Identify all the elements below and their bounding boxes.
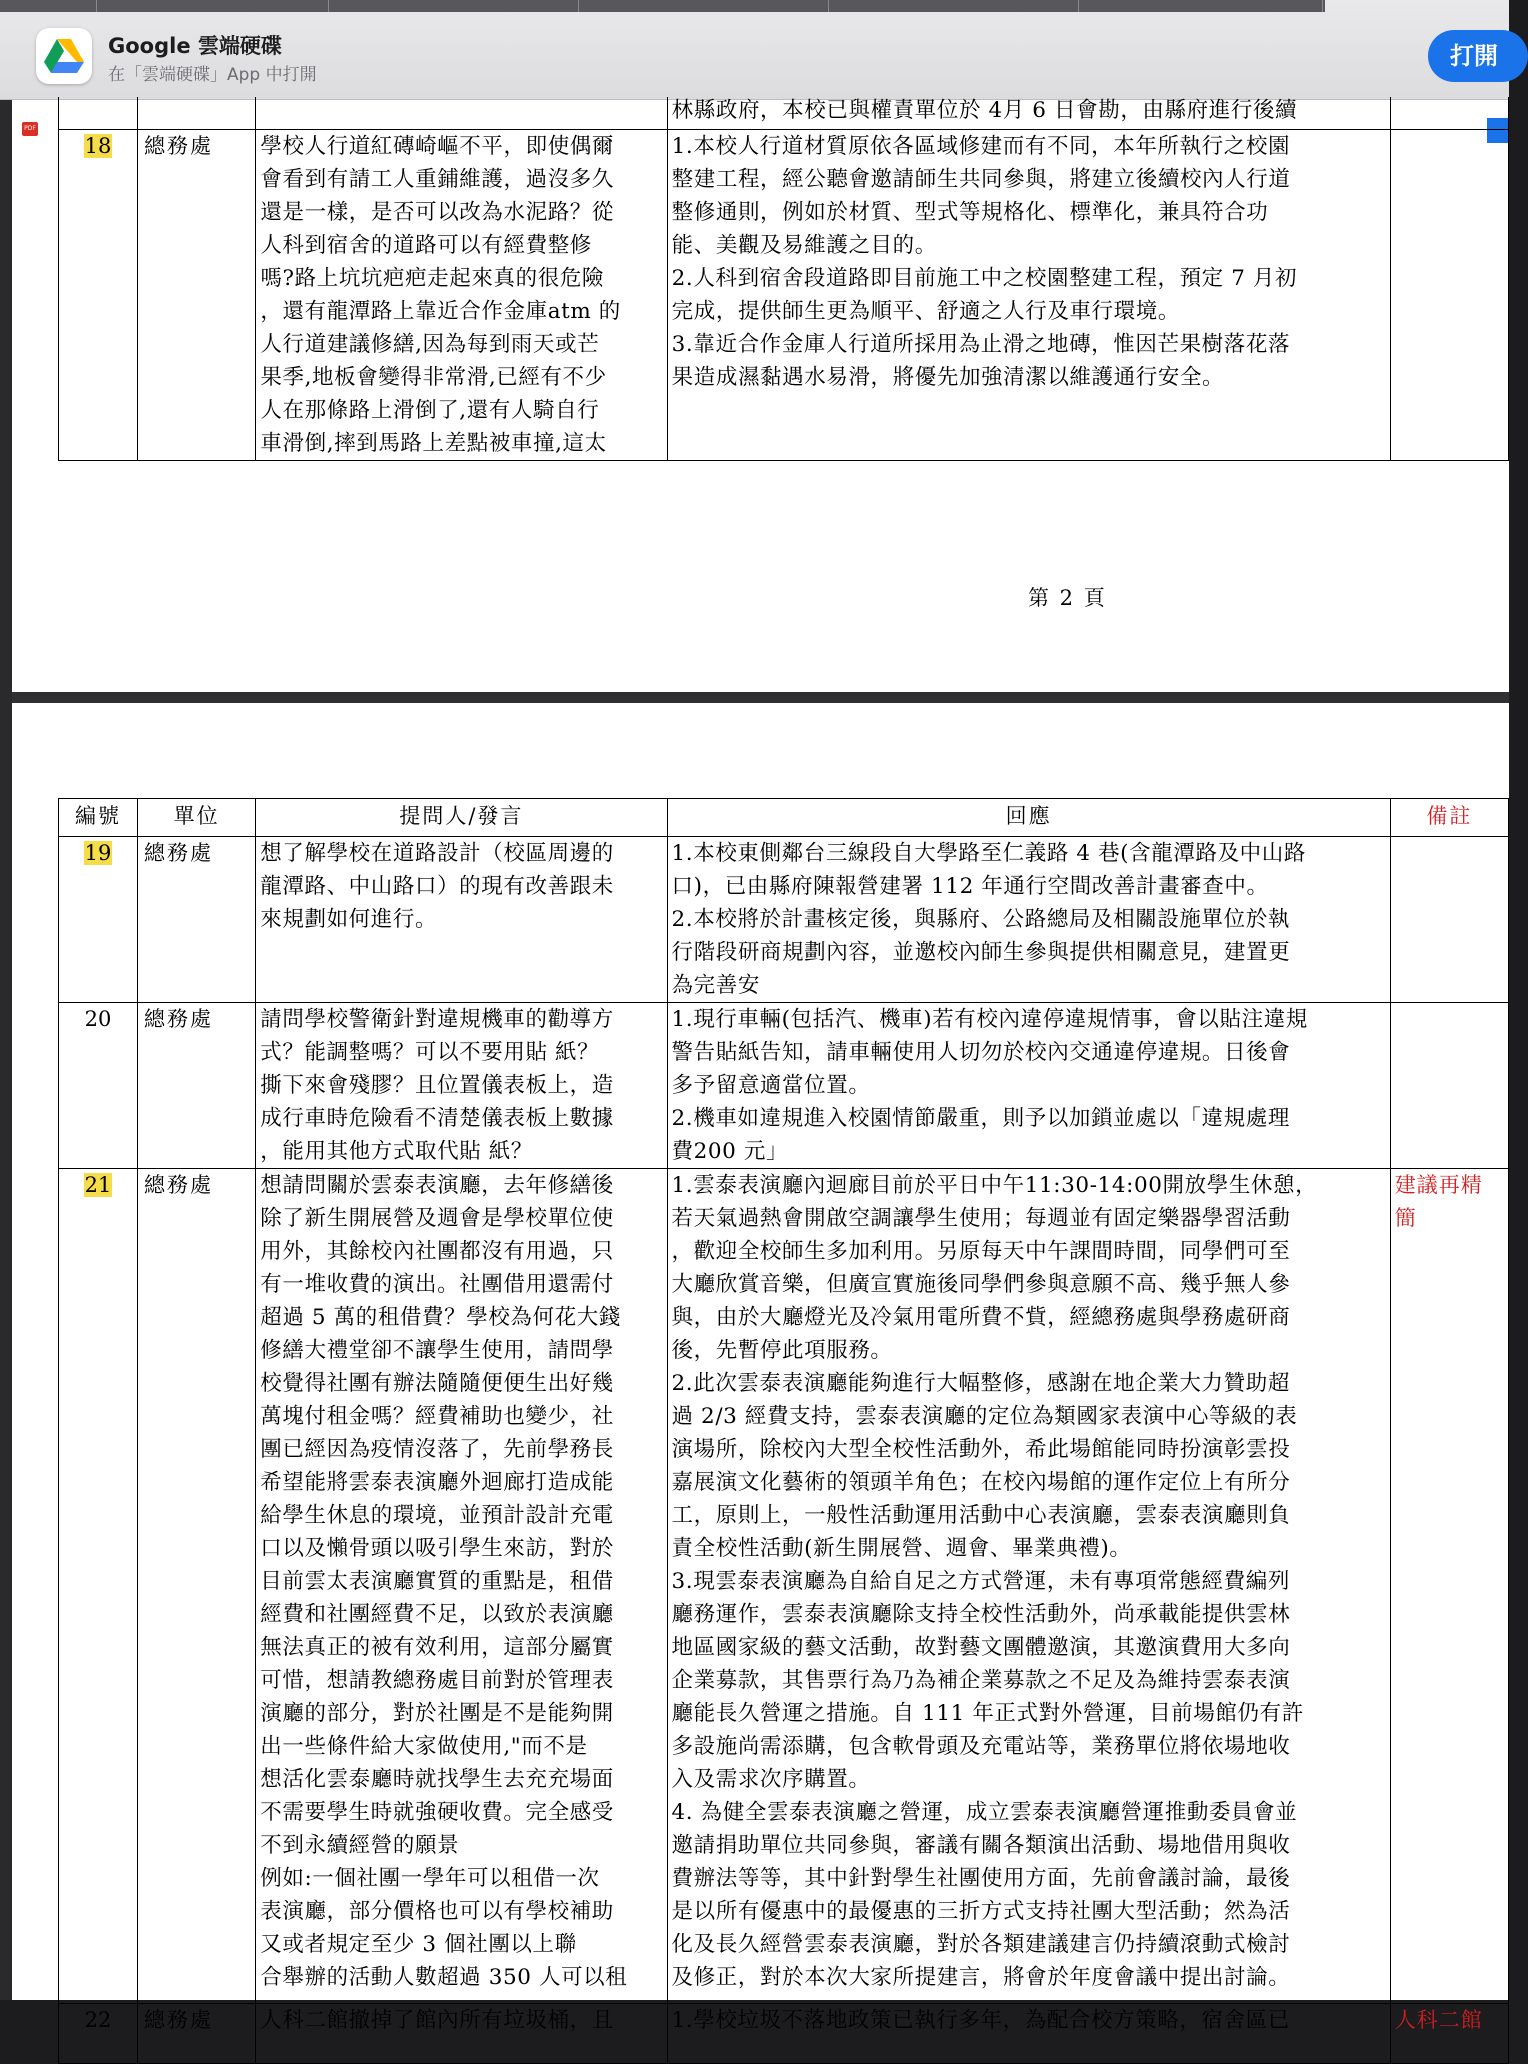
response-table	[58, 798, 1509, 2064]
row-note	[1390, 1003, 1508, 1169]
app-subtitle: 在「雲端硬碟」App 中打開	[108, 65, 317, 85]
row-unit: 總務處	[138, 2004, 256, 2064]
carried-over-text: 林縣政府，本校已與權責單位於 4月 6 日會勘，由縣府進行後續	[667, 97, 1390, 129]
row-question: 人科二館撤掉了館內所有垃圾桶，且	[256, 2004, 667, 2064]
table-row	[59, 129, 1509, 460]
row-note: 人科二館	[1390, 2004, 1508, 2064]
table-header-row	[59, 799, 1509, 837]
header-answer: 回應	[667, 799, 1390, 837]
app-open-banner	[0, 0, 1509, 100]
table-row	[59, 1003, 1509, 1169]
table-row	[59, 837, 1509, 1003]
table-row	[59, 2004, 1509, 2064]
app-title: Google 雲端硬碟	[108, 34, 282, 58]
header-number: 編號	[59, 799, 138, 837]
document-page-previous	[12, 100, 1509, 692]
row-answer: 1.學校垃圾不落地政策已執行多年，為配合校方策略，宿舍區已	[667, 2004, 1390, 2064]
row-answer: 1.雲泰表演廳內迴廊目前於平日中午11:30-14:00開放學生休憩， 若天氣過熱會開啟空調讓學生使用；每週並有固定樂器學習活動 ，歡迎全校師生多加利用。另原每天中午課間時間，同學們可至 大廳欣賞音樂，但廣宣實施後同學們參與意願不高、幾乎無人參 與，由於大廳燈光及冷氣用電所費不貲，經總務處與學務處研商 後，先暫停此項服務。 2.此次雲泰表演廳能夠進行大幅整修，感謝在地企業大力贊助超 過 2/3 經費支持，雲泰表演廳的定位為類國家表演中心等級的表 演場所，除校內大型全校性活動外，希此場館能同時扮演彰雲投 嘉展演文化藝術的領頭羊角色；在校內場館的運作定位上有所分 工，原則上，一般性活動運用活動中心表演廳，雲泰表演廳則負 責全校性活動(新生開展營、週會、畢業典禮)。 3.現雲泰表演廳為自給自足之方式營運，未有專項常態經費編列 廳務運作，雲泰表演廳除支持全校性活動外，尚承載能提供雲林 地區國家級的藝文活動，故對藝文團體邀演，其邀演費用大多向 企業募款，其售票行為乃為補企業募款之不足及為維持雲泰表演 廳能長久營運之措施。自 111 年正式對外營運，目前場館仍有許 多設施尚需添購，包含軟骨頭及充電站等，業務單位將依場地收 入及需求次序購置。 4. 為健全雲泰表演廳之營運，成立雲泰表演廳營運推動委員會並 邀請捐助單位共同參與，審議有關各類演出活動、場地借用與收 費辦法等等，其中針對學生社團使用方面，先前會議討論，最後 是以所有優惠中的最優惠的三折方式支持社團大型活動；然為活 化及長久經營雲泰表演廳，對於各類建議建言仍持續滾動式檢討 及修正，對於本次大家所提建言，將會於年度會議中提出討論。	[667, 1169, 1390, 2004]
row-number: 22	[59, 2004, 138, 2064]
header-question: 提問人/發言	[256, 799, 667, 837]
google-drive-icon[interactable]	[36, 28, 92, 84]
row-question: 請問學校警衛針對違規機車的勸導方 式？能調整嗎？可以不要用貼 紙？ 撕下來會殘膠？且位置儀表板上，造 成行車時危險看不清楚儀表板上數據 ，能用其他方式取代貼 紙？	[256, 1003, 667, 1169]
tab-strip	[0, 0, 1325, 12]
row-answer: 1.本校東側鄰台三線段自大學路至仁義路 4 巷(含龍潭路及中山路 口)，已由縣府陳報營建署 112 年通行空間改善計畫審查中。 2.本校將於計畫核定後，與縣府、公路總局及相關設施單位於執 行階段研商規劃內容，並邀校內師生參與提供相關意見，建置更 為完善安	[667, 837, 1390, 1003]
row-unit: 總務處	[138, 1169, 256, 2004]
row-unit: 總務處	[138, 1003, 256, 1169]
pdf-icon: PDF	[22, 122, 38, 136]
row-question: 想了解學校在道路設計（校區周邊的 龍潭路、中山路口）的現有改善跟未 來規劃如何進行。	[256, 837, 667, 1003]
row-note	[1391, 129, 1509, 460]
row-number: 18	[59, 129, 138, 460]
row-unit: 總務處	[138, 837, 256, 1003]
row-number: 19	[59, 837, 138, 1003]
header-note: 備註	[1390, 799, 1508, 837]
page-number: 第 2 頁	[1028, 586, 1107, 610]
row-question: 學校人行道紅磚崎嶇不平，即使偶爾 會看到有請工人重鋪維護，過沒多久 還是一樣，是否可以改為水泥路？從 人科到宿舍的道路可以有經費整修 嗎?路上坑坑疤疤走起來真的很危險 ，還有龍潭路上靠近合作金庫atm 的 人行道建議修繕,因為每到雨天或芒 果季,地板會變得非常滑,已經有不少 人在那條路上滑倒了,還有人騎自行 車滑倒,摔到馬路上差點被車撞,這太	[256, 129, 667, 460]
row-number: 21	[59, 1169, 138, 2004]
table-row	[59, 97, 1509, 129]
row-number: 20	[59, 1003, 138, 1169]
row-answer: 1.現行車輛(包括汽、機車)若有校內違停違規情事，會以貼注違規 警告貼紙告知，請車輛使用人切勿於校內交通違停違規。日後會 多予留意適當位置。 2.機車如違規進入校園情節嚴重，則予以加鎖並處以「違規處理 費200 元」	[667, 1003, 1390, 1169]
page-separator	[12, 692, 1509, 703]
row-note: 建議再精 簡	[1390, 1169, 1508, 2004]
row-answer: 1.本校人行道材質原依各區域修建而有不同，本年所執行之校園 整建工程，經公聽會邀請師生共同參與，將建立後續校內人行道 整修通則，例如於材質、型式等規格化、標準化，兼具符合功 能、美觀及易維護之目的。 2.人科到宿舍段道路即目前施工中之校園整建工程，預定 7 月初 完成，提供師生更為順平、舒適之人行及車行環境。 3.靠近合作金庫人行道所採用為止滑之地磚，惟因芒果樹落花落 果造成濕黏遇水易滑，將優先加強清潔以維護通行安全。	[667, 129, 1390, 460]
row-unit: 總務處	[138, 129, 256, 460]
response-table-continued	[58, 97, 1509, 461]
header-unit: 單位	[138, 799, 256, 837]
table-row	[59, 1169, 1509, 2004]
viewer-left-edge	[0, 100, 12, 2000]
row-note	[1390, 837, 1508, 1003]
open-app-button[interactable]: 打開	[1428, 30, 1528, 82]
document-page-current	[12, 703, 1509, 2033]
row-question: 想請問關於雲泰表演廳，去年修繕後 除了新生開展營及週會是學校單位使 用外，其餘校內社團都沒有用過，只 有一堆收費的演出。社團借用還需付 超過 5 萬的租借費？學校為何花大錢 修繕大禮堂卻不讓學生使用，請問學 校覺得社團有辦法隨隨便便生出好幾 萬塊付租金嗎？經費補助也變少，社 團已經因為疫情沒落了，先前學務長 希望能將雲泰表演廳外迴廊打造成能 給學生休息的環境，並預計設計充電 口以及懶骨頭以吸引學生來訪，對於 目前雲太表演廳實質的重點是，租借 經費和社團經費不足，以致於表演廳 無法真正的被有效利用，這部分屬實 可惜，想請教總務處目前對於管理表 演廳的部分，對於社團是不是能夠開 出一些條件給大家做使用,"而不是 想活化雲泰廳時就找學生去充充場面 不需要學生時就強硬收費。完全感受 不到永續經營的願景 例如:一個社團一學年可以租借一次 表演廳，部分價格也可以有學校補助 又或者規定至少 3 個社團以上聯 合舉辦的活動人數超過 350 人可以租	[256, 1169, 667, 2004]
